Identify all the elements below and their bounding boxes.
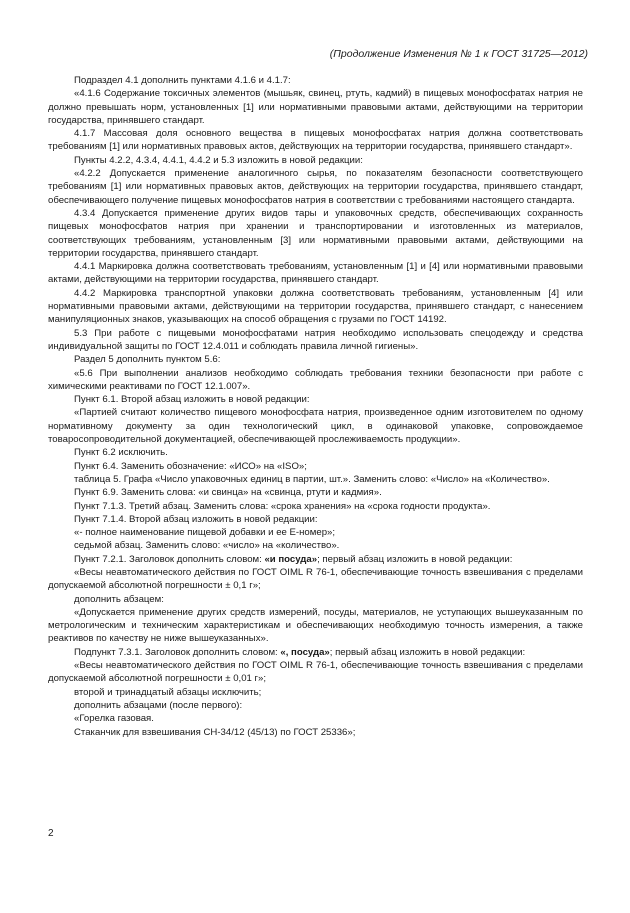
paragraph xyxy=(48,513,583,526)
paragraph xyxy=(48,486,583,499)
text-run: Подпункт 7.3.1. Заголовок дополнить словом: xyxy=(74,646,281,658)
paragraph xyxy=(48,367,583,394)
text-run: Пункты 4.2.2, 4.3.4, 4.4.1, 4.4.2 и 5.3 изложить в новой редакции: xyxy=(74,154,363,166)
text-run: таблица 5. Графа «Число упаковочных единиц в партии, шт.». Заменить слово: «Число» на «Количество». xyxy=(74,473,550,485)
text-run: 5.3 При работе с пищевыми монофосфатами натрия необходимо использовать спецодежду и средства индивидуальной защиты по ГОСТ 12.4.011 и соблюдать правила личной гигиены». xyxy=(48,327,583,352)
running-header: (Продолжение Изменения № 1 к ГОСТ 31725—2012) xyxy=(329,48,588,60)
paragraph xyxy=(48,473,583,486)
paragraph xyxy=(48,553,583,566)
text-run: Пункт 6.9. Заменить слова: «и свинца» на «свинца, ртути и кадмия». xyxy=(74,487,382,499)
text-run: 4.1.7 Массовая доля основного вещества в пищевых монофосфатах натрия должна соответствовать требованиям [1] или нормативных правовых актов, действующих на территории государства, принявшего стандарт». xyxy=(48,128,583,153)
text-run: ; первый абзац изложить в новой редакции: xyxy=(329,646,526,658)
text-run: седьмой абзац. Заменить слово: «число» на «количество». xyxy=(74,540,340,552)
paragraph xyxy=(48,593,583,606)
text-run: 4.4.2 Маркировка транспортной упаковки должна соответствовать требованиям, установленным [4] или нормативными правовыми актами, действующими на территории государства, принявшего стандарт, с нанесением манипуляционных знаков, указывающих на способ обращения с грузами по ГОСТ 14192. xyxy=(48,287,583,326)
paragraph xyxy=(48,260,583,287)
paragraph xyxy=(48,686,583,699)
text-run: «Весы неавтоматического действия по ГОСТ OIML R 76-1, обеспечивающие точность взвешивания с пределами допускаемой абсолютной погрешности ± 0,01 г»; xyxy=(48,660,583,685)
text-run: «4.2.2 Допускается применение аналогичного сырья, по показателям безопасности соответствующего требованиям [1] или нормативных правовых актов, действующих на территории государства, принявшего стандарт, обеспечивающего получение пищевых монофосфатов натрия в соответствии с требованиями настоящего стандарта. xyxy=(48,168,583,206)
paragraph xyxy=(48,712,583,725)
paragraph xyxy=(48,74,583,87)
text-run: «Горелка газовая. xyxy=(74,713,154,725)
paragraph xyxy=(48,726,583,739)
text-run: ; первый абзац изложить в новой редакции: xyxy=(317,553,513,565)
paragraph xyxy=(48,500,583,513)
paragraph xyxy=(48,659,583,686)
paragraph xyxy=(48,406,583,446)
text-run: Пункт 7.2.1. Заголовок дополнить словом: xyxy=(74,553,265,565)
paragraph xyxy=(48,207,583,260)
paragraph xyxy=(48,526,583,539)
paragraph xyxy=(48,154,583,167)
bold-text-run: «, посуда» xyxy=(280,646,330,658)
text-run: второй и тринадцатый абзацы исключить; xyxy=(74,686,262,698)
text-run: Пункт 6.2 исключить. xyxy=(74,447,168,459)
paragraph xyxy=(48,460,583,473)
text-run: Подраздел 4.1 дополнить пунктами 4.1.6 и 4.1.7: xyxy=(74,75,291,86)
text-run: 4.4.1 Маркировка должна соответствовать требованиям, установленным [1] и [4] или нормативными правовыми актами, действующими на территории государства, принявшего стандарт. xyxy=(48,261,583,286)
text-run: Раздел 5 дополнить пунктом 5.6: xyxy=(74,354,221,366)
page-number: 2 xyxy=(48,828,54,839)
paragraph xyxy=(48,167,583,207)
bold-text-run: «и посуда» xyxy=(264,553,318,565)
text-run: «- полное наименование пищевой добавки и ее Е-номер»; xyxy=(74,527,336,539)
paragraph xyxy=(48,606,583,646)
text-run: Пункт 6.4. Заменить обозначение: «ИСО» на «ISO»; xyxy=(74,460,307,472)
text-run: «Весы неавтоматического действия по ГОСТ OIML R 76-1, обеспечивающие точность взвешивания с пределами допускаемой абсолютной погрешности ± 0,1 г»; xyxy=(48,566,583,592)
text-run: «Допускается применение других средств измерений, посуды, материалов, не уступающих вышеуказанным по метрологическим и техническим характеристикам и обеспечивающих необходимую точность измерения, а также реактивов по качеству не ниже вышеуказанных». xyxy=(48,606,583,645)
paragraph xyxy=(48,446,583,459)
text-run: Стаканчик для взвешивания СН-34/12 (45/13) по ГОСТ 25336»; xyxy=(74,726,356,738)
paragraph xyxy=(48,646,583,659)
text-run: Пункт 6.1. Второй абзац изложить в новой редакции: xyxy=(74,394,310,406)
paragraph xyxy=(48,539,583,552)
paragraph xyxy=(48,127,583,154)
text-run: Пункт 7.1.3. Третий абзац. Заменить слова: «срока хранения» на «срока годности продукта». xyxy=(74,500,491,512)
paragraph xyxy=(48,566,583,593)
paragraph xyxy=(48,287,583,327)
text-run: дополнить абзацами (после первого): xyxy=(74,699,243,711)
paragraph xyxy=(48,327,583,354)
paragraph xyxy=(48,87,583,127)
paragraph xyxy=(48,393,583,406)
text-run: 4.3.4 Допускается применение других видов тары и упаковочных средств, обеспечивающих сохранность пищевых монофосфатов натрия при хранении и транспортировании и изготовленных из материалов, соответствующих требованиям, установленным [3] или нормативными правовыми актами, действующими на территории государства, принявшего стандарт. xyxy=(48,207,583,259)
text-run: «Партией считают количество пищевого монофосфата натрия, произведенное одним изготовителем по одному нормативному документу за один технологический цикл, в одинаковой упаковке, сопровождаемое товаросопроводительной документацией, обеспечивающей прослеживаемость продукции». xyxy=(48,407,583,446)
paragraph xyxy=(48,699,583,712)
document-body xyxy=(48,74,583,739)
text-run: «5.6 При выполнении анализов необходимо соблюдать требования техники безопасности при работе с химическими реактивами по ГОСТ 12.1.007». xyxy=(48,367,583,392)
paragraph xyxy=(48,353,583,366)
text-run: «4.1.6 Содержание токсичных элементов (мышьяк, свинец, ртуть, кадмий) в пищевых монофосфатах натрия не должно превышать норм, установленных [1] или нормативными правовыми актами, действующими на территории государства, принявшего стандарт. xyxy=(48,88,583,126)
text-run: Пункт 7.1.4. Второй абзац изложить в новой редакции: xyxy=(74,513,318,525)
text-run: дополнить абзацем: xyxy=(74,593,164,605)
